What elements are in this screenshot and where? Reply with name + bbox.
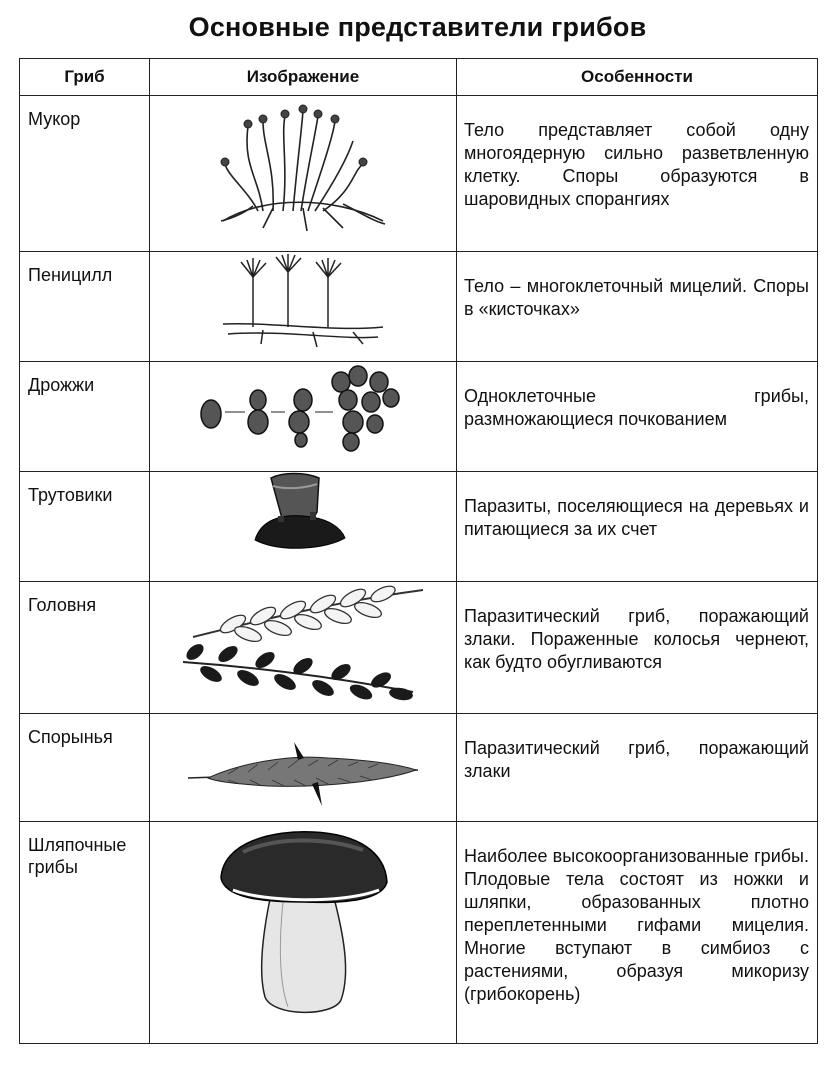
tinder-fungus-illustration: [233, 472, 373, 572]
fungus-name: Спорынья: [20, 714, 150, 822]
fungus-name: Шляпочные грибы: [20, 822, 150, 1044]
penicillium-illustration: [213, 252, 393, 352]
yeast-illustration: [193, 362, 413, 462]
page-title: Основные представители грибов: [188, 12, 647, 42]
table-row: [20, 582, 818, 714]
fungus-description: Тело – многоклеточный мицелий. Споры в «кисточках»: [457, 252, 818, 362]
table-row: [20, 472, 818, 582]
ergot-ear-illustration: [178, 714, 428, 814]
fungus-description: Одноклеточные грибы, размножающиеся почкованием: [457, 362, 818, 472]
table-row: [20, 96, 818, 252]
fungi-table: [19, 58, 818, 1044]
header-fungus: Гриб: [20, 59, 150, 96]
table-row: [20, 714, 818, 822]
fungus-name: Головня: [20, 582, 150, 714]
table-row: [20, 252, 818, 362]
fungus-name: Мукор: [20, 96, 150, 252]
table-header-row: [20, 59, 818, 96]
smut-ear-illustration: [173, 582, 433, 707]
fungus-description: Наиболее высокоорганизованные грибы. Плодовые тела состоят из ножки и шляпки, образованных плотно переплетенными гифами мицелия. Многие вступают в симбиоз с растениями, образуя микоризу (грибокорень): [457, 822, 818, 1044]
fungus-description: Паразиты, поселяющиеся на деревьях и питающиеся за их счет: [457, 472, 818, 582]
header-features: Особенности: [457, 59, 818, 96]
fungus-name: Пеницилл: [20, 252, 150, 362]
cap-mushroom-illustration: [213, 822, 393, 1022]
mucor-illustration: [203, 96, 403, 236]
fungus-name: Дрожжи: [20, 362, 150, 472]
fungus-description: Паразитический гриб, поражающий злаки. Пораженные колосья чернеют, как будто обугливаются: [457, 582, 818, 714]
table-row: [20, 362, 818, 472]
header-image: Изображение: [150, 59, 457, 96]
table-row: [20, 822, 818, 1044]
fungus-description: Тело представляет собой одну многоядерную сильно разветвленную клетку. Споры образуются в шаровидных спорангиях: [457, 96, 818, 252]
fungus-description: Паразитический гриб, поражающий злаки: [457, 714, 818, 822]
fungus-name: Трутовики: [20, 472, 150, 582]
